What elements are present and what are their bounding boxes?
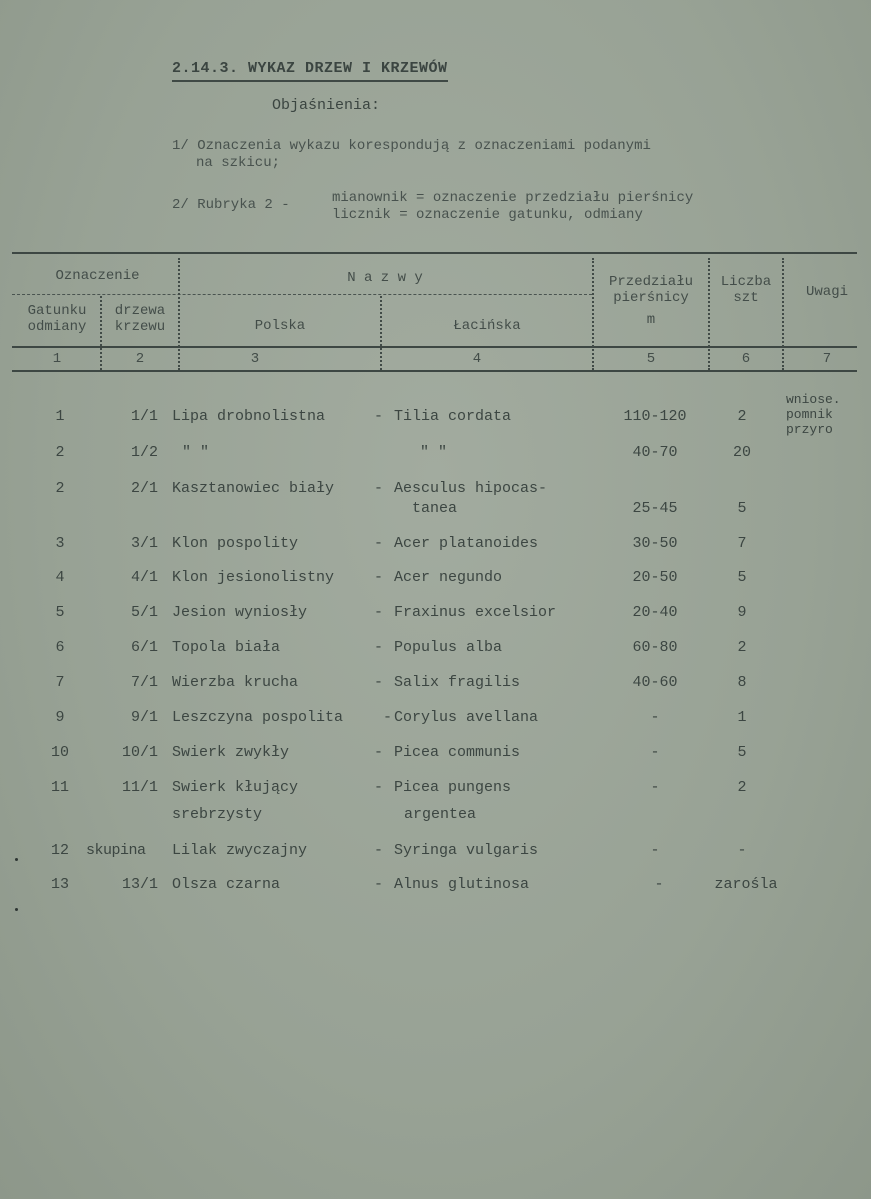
cell-lacinska: Aesculus hipocas- bbox=[394, 480, 548, 497]
header-liczba-line-2: szt bbox=[733, 290, 759, 306]
cell-lacinska: " " bbox=[420, 444, 448, 461]
header-nazwy: N a z w y bbox=[347, 270, 423, 286]
cell-polska: Lilak zwyczajny bbox=[172, 842, 308, 859]
cell-lacinska: Alnus glutinosa bbox=[394, 876, 530, 893]
cell-separator: - bbox=[374, 842, 384, 859]
cell-lacinska: Populus alba bbox=[394, 639, 503, 656]
explanations-heading: Objaśnienia: bbox=[272, 97, 381, 114]
cell-separator: - bbox=[374, 408, 384, 425]
header-przedzial-unit: m bbox=[646, 312, 656, 328]
cell-separator: - bbox=[374, 480, 384, 497]
cell-polska: Klon jesionolistny bbox=[172, 569, 335, 586]
table-row bbox=[0, 842, 871, 864]
cell-drzewo: 13/1 bbox=[121, 876, 158, 893]
cell-lacinska: Corylus avellana bbox=[394, 709, 539, 726]
cell-gatunek: 2 bbox=[55, 480, 65, 497]
table-row bbox=[0, 876, 871, 898]
cell-lacinska: Acer negundo bbox=[394, 569, 503, 586]
cell-lacinska: Picea pungens bbox=[394, 779, 512, 796]
cell-separator: - bbox=[374, 779, 384, 796]
cell-przedzial: - bbox=[654, 876, 664, 893]
cell-drzewo: 9/1 bbox=[130, 709, 158, 726]
cell-liczba: 8 bbox=[737, 674, 747, 691]
table-row bbox=[0, 744, 871, 766]
cell-separator: - bbox=[374, 569, 384, 586]
cell-lacinska: Fraxinus excelsior bbox=[394, 604, 557, 621]
column-number-1: 1 bbox=[52, 351, 62, 367]
cell-przedzial: 20-40 bbox=[632, 604, 678, 621]
cell-gatunek: 4 bbox=[55, 569, 65, 586]
header-przedzial-line-2: pierśnicy bbox=[613, 290, 689, 306]
cell-separator: - bbox=[374, 744, 384, 761]
cell-polska-cont: srebrzysty bbox=[172, 806, 263, 823]
header-gatunku: Gatunku bbox=[27, 303, 87, 319]
cell-drzewo: 1/2 bbox=[130, 444, 158, 461]
table-row bbox=[0, 639, 871, 661]
header-drzewa-krzewu bbox=[102, 303, 178, 335]
note-2-fraction bbox=[332, 190, 693, 224]
note-2-label: 2/ Rubryka 2 - bbox=[172, 197, 290, 213]
cell-przedzial: 60-80 bbox=[632, 639, 678, 656]
cell-lacinska: Tilia cordata bbox=[394, 408, 512, 425]
cell-drzewo: 5/1 bbox=[130, 604, 158, 621]
cell-polska: Swierk kłujący bbox=[172, 779, 299, 796]
header-oznaczenie: Oznaczenie bbox=[55, 268, 140, 284]
cell-polska: Jesion wyniosły bbox=[172, 604, 308, 621]
header-uwagi: Uwagi bbox=[805, 284, 848, 300]
column-number-7: 7 bbox=[822, 351, 832, 367]
cell-drzewo: 7/1 bbox=[130, 674, 158, 691]
header-subrule-1 bbox=[12, 294, 592, 295]
cell-liczba: - bbox=[737, 842, 747, 859]
cell-liczba: 2 bbox=[737, 779, 747, 796]
cell-lacinska: Picea communis bbox=[394, 744, 521, 761]
column-number-4: 4 bbox=[472, 351, 482, 367]
table-row bbox=[0, 480, 871, 517]
document-heading: 2.14.3. WYKAZ DRZEW I KRZEWÓW bbox=[172, 60, 448, 82]
cell-liczba: 5 bbox=[737, 569, 747, 586]
cell-liczba: 9 bbox=[737, 604, 747, 621]
cell-gatunek: 11 bbox=[50, 779, 69, 796]
header-przedzial-line-1: Przedziału bbox=[608, 274, 693, 290]
explanation-note-1 bbox=[172, 138, 651, 172]
cell-lacinska: Acer platanoides bbox=[394, 535, 539, 552]
table-top-rule bbox=[12, 252, 857, 254]
cell-przedzial: 20-50 bbox=[632, 569, 678, 586]
cell-polska: Lipa drobnolistna bbox=[172, 408, 326, 425]
cell-drzewo: 3/1 bbox=[130, 535, 158, 552]
table-row bbox=[0, 604, 871, 626]
cell-liczba: 2 bbox=[737, 639, 747, 656]
cell-gatunek: 9 bbox=[55, 709, 65, 726]
cell-polska: Klon pospolity bbox=[172, 535, 299, 552]
cell-liczba: 5 bbox=[737, 500, 747, 517]
cell-drzewo: 11/1 bbox=[121, 779, 158, 796]
header-odmiany: odmiany bbox=[27, 319, 87, 335]
column-number-rule bbox=[12, 370, 857, 372]
header-gatunku-odmiany bbox=[14, 303, 100, 335]
cell-liczba: 5 bbox=[737, 744, 747, 761]
column-number-2: 2 bbox=[135, 351, 145, 367]
cell-gatunek: 10 bbox=[50, 744, 69, 761]
cell-polska: " " bbox=[182, 444, 210, 461]
header-krzewu: krzewu bbox=[114, 319, 166, 335]
cell-separator: - bbox=[383, 709, 393, 726]
page-speck bbox=[15, 858, 18, 861]
cell-gatunek: 1 bbox=[55, 408, 65, 425]
header-liczba-line-1: Liczba bbox=[720, 274, 772, 290]
column-number-6: 6 bbox=[741, 351, 751, 367]
cell-polska: Leszczyna pospolita bbox=[172, 709, 344, 726]
header-przedzial bbox=[594, 274, 708, 328]
table-row bbox=[0, 779, 871, 823]
header-bottom-rule bbox=[12, 346, 857, 348]
cell-lacinska: Syringa vulgaris bbox=[394, 842, 539, 859]
note-1-line-1: 1/ Oznaczenia wykazu korespondują z oznaczeniami podanymi bbox=[172, 138, 651, 154]
header-liczba bbox=[710, 274, 782, 306]
cell-drzewo: 6/1 bbox=[130, 639, 158, 656]
page-speck bbox=[15, 908, 18, 911]
cell-gatunek: 2 bbox=[55, 444, 65, 461]
cell-przedzial: 40-60 bbox=[632, 674, 678, 691]
cell-polska: Swierk zwykły bbox=[172, 744, 290, 761]
table-row bbox=[0, 709, 871, 731]
cell-przedzial: 40-70 bbox=[632, 444, 678, 461]
cell-drzewo: 4/1 bbox=[130, 569, 158, 586]
cell-liczba: zarośla bbox=[714, 876, 778, 893]
cell-przedzial: - bbox=[650, 744, 660, 761]
cell-uwagi: wniose. pomnik przyro bbox=[786, 392, 841, 437]
cell-polska: Wierzba krucha bbox=[172, 674, 299, 691]
cell-separator: - bbox=[374, 876, 384, 893]
table-row bbox=[0, 444, 871, 466]
cell-polska: Kasztanowiec biały bbox=[172, 480, 335, 497]
cell-gatunek: 3 bbox=[55, 535, 65, 552]
cell-przedzial: 110-120 bbox=[623, 408, 687, 425]
cell-przedzial: - bbox=[650, 709, 660, 726]
cell-przedzial: - bbox=[650, 842, 660, 859]
table-row bbox=[0, 392, 871, 437]
cell-drzewo: 2/1 bbox=[130, 480, 158, 497]
column-number-3: 3 bbox=[250, 351, 260, 367]
cell-gatunek: 6 bbox=[55, 639, 65, 656]
cell-separator: - bbox=[374, 639, 384, 656]
column-number-5: 5 bbox=[646, 351, 656, 367]
cell-lacinska-cont: argentea bbox=[404, 806, 477, 823]
cell-drzewo: 10/1 bbox=[121, 744, 158, 761]
cell-przedzial: 25-45 bbox=[632, 500, 678, 517]
cell-separator: - bbox=[374, 674, 384, 691]
header-polska: Polska bbox=[254, 318, 306, 334]
cell-gatunek: 5 bbox=[55, 604, 65, 621]
cell-separator: - bbox=[374, 604, 384, 621]
cell-drzewo: 1/1 bbox=[130, 408, 158, 425]
header-lacinska: Łacińska bbox=[453, 318, 521, 334]
cell-liczba: 1 bbox=[737, 709, 747, 726]
cell-polska: Topola biała bbox=[172, 639, 281, 656]
cell-liczba: 7 bbox=[737, 535, 747, 552]
cell-lacinska-cont: tanea bbox=[412, 500, 458, 517]
table-row bbox=[0, 535, 871, 557]
cell-separator: - bbox=[374, 535, 384, 552]
cell-liczba: 2 bbox=[737, 408, 747, 425]
cell-przedzial: 30-50 bbox=[632, 535, 678, 552]
cell-przedzial: - bbox=[650, 779, 660, 796]
cell-lacinska: Salix fragilis bbox=[394, 674, 521, 691]
note-1-line-2: na szkicu; bbox=[196, 155, 281, 171]
cell-gatunek: 13 bbox=[50, 876, 69, 893]
table-row bbox=[0, 569, 871, 591]
note-2-line-2: licznik = oznaczenie gatunku, odmiany bbox=[332, 207, 643, 223]
table-row bbox=[0, 674, 871, 696]
cell-liczba: 20 bbox=[732, 444, 751, 461]
note-2-line-1: mianownik = oznaczenie przedziału pierśnicy bbox=[332, 190, 694, 206]
cell-drzewo: skupina bbox=[86, 842, 146, 859]
cell-gatunek: 12 bbox=[50, 842, 69, 859]
header-drzewa: drzewa bbox=[114, 303, 166, 319]
cell-polska: Olsza czarna bbox=[172, 876, 281, 893]
cell-gatunek: 7 bbox=[55, 674, 65, 691]
